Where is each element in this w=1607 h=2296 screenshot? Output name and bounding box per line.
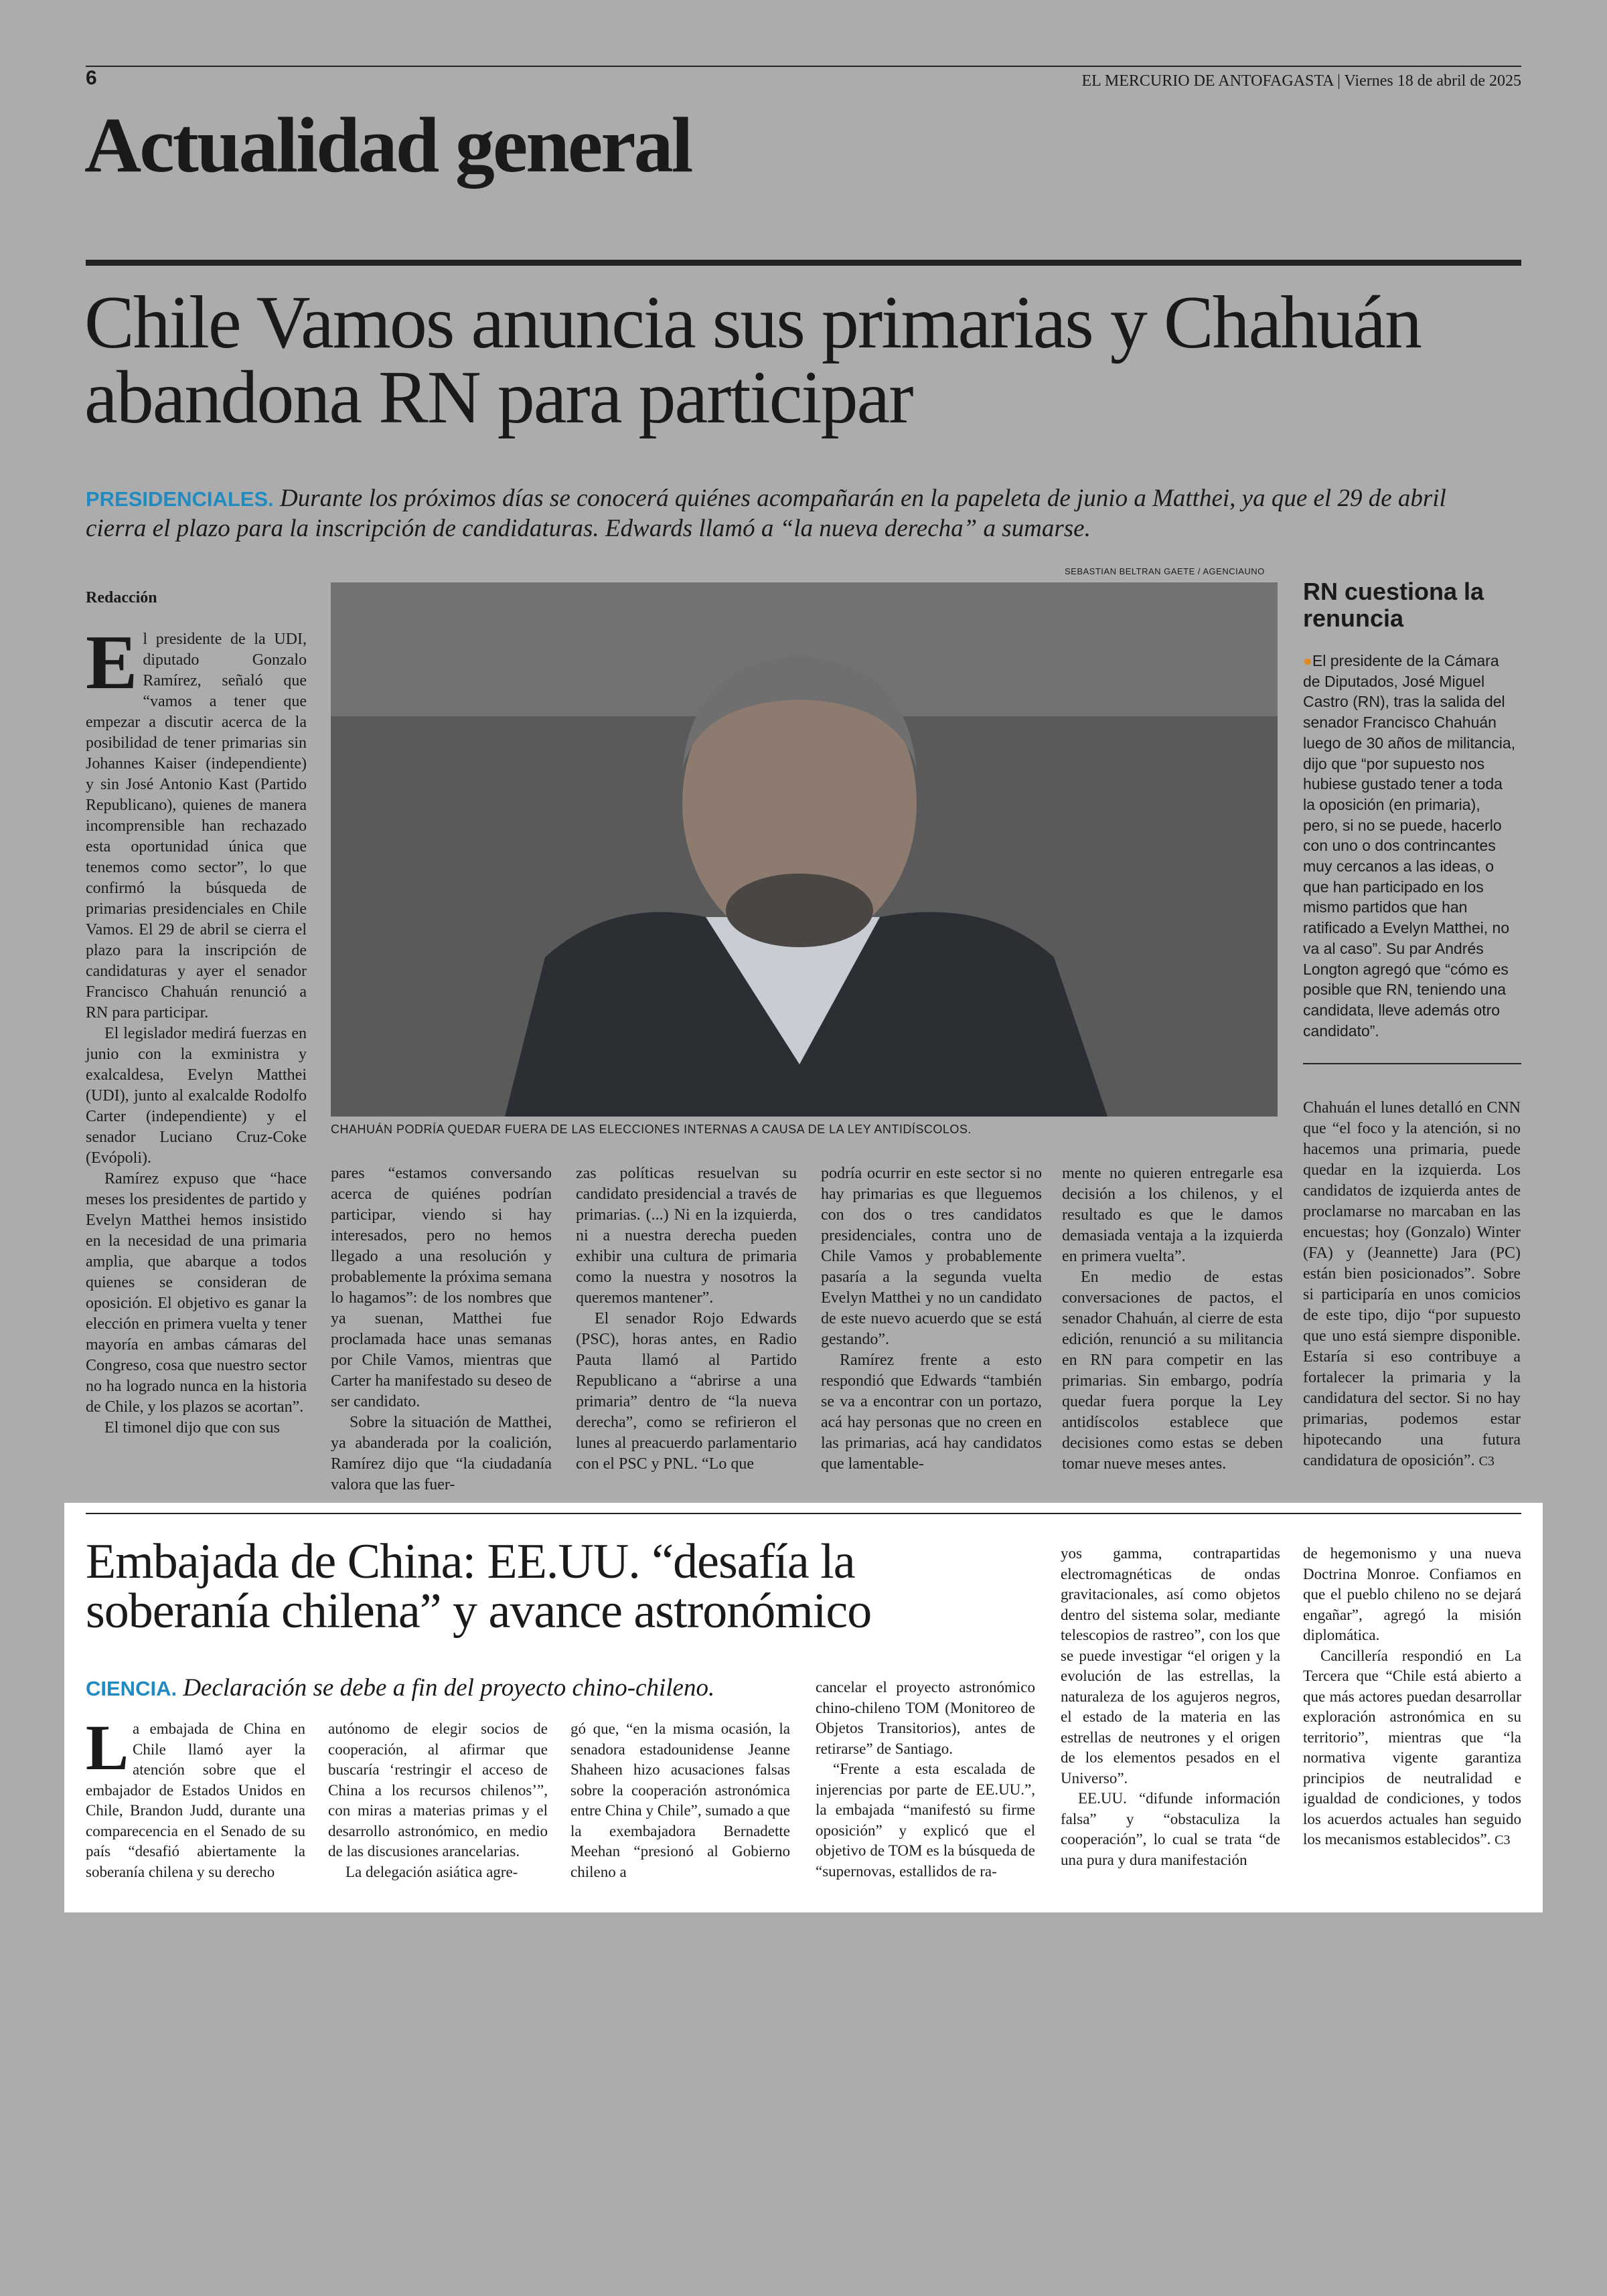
lede xyxy=(86,483,1512,544)
drop-cap: E xyxy=(86,620,138,706)
portrait-illustration xyxy=(331,582,1278,1117)
header-rule xyxy=(86,66,1521,67)
paragraph: El timonel dijo que con sus xyxy=(104,1419,280,1437)
paragraph: El senador Rojo Edwards (PSC), horas antes, en Radio Pauta llamó al Partido Republicano a “abrirse a una primaria” dentro de “la nueva derecha”, como se refirieron el lunes al preacuerdo parlamentario con el PSC y PNL. “Lo que xyxy=(576,1310,797,1473)
paragraph: En medio de estas conversaciones de pactos, el senador Chahuán, al cierre de esta edición, renunció a su militancia en RN para competir en las primarias. Sin embargo, podría quedar fuera porque la Ley antidíscolos establece que decisiones como estas se deben tomar nueve meses antes. xyxy=(1062,1268,1283,1473)
paragraph: “Frente a esta escalada de injerencias por parte de EE.UU.”, la embajada “manifestó su firme oposición” y explicó que el objetivo de TOM es la búsqueda de “supernovas, estallidos de ra- xyxy=(816,1760,1035,1880)
article2-kicker: CIENCIA. xyxy=(86,1677,177,1700)
article2-column-1 xyxy=(86,1712,305,1882)
article2-lede xyxy=(86,1673,714,1702)
paragraph: Ramírez frente a esto respondió que Edwards “también se va a encontrar con un portazo, acá hay personas que no creen en las primarias, acá hay candidatos que lamentable- xyxy=(821,1351,1042,1473)
article-column-1 xyxy=(86,620,307,1439)
paragraph: El legislador medirá fuerzas en junio con la exministra y exalcaldesa, Evelyn Matthei (UDI), junto al exalcalde Rodolfo Carter (independiente) y el senador Luciano Cruz-Coke (Evópoli). xyxy=(86,1025,307,1167)
end-mark: C3 xyxy=(1478,1454,1495,1469)
bullet-icon: ● xyxy=(1303,652,1312,669)
paragraph: zas políticas resuelvan su candidato presidencial a través de primarias. (...) Ni en la izquierda, ni a nuestra derecha pueden exhibir una cultura de primaria como la nuestra y nosotros la queremos mantener”. xyxy=(576,1165,797,1307)
paragraph: a embajada de China en Chile llamó ayer la atención sobre que el embajador de Estados Unidos en Chile, Brandon Judd, durante una comparecencia en el Senado de su país “desafió abiertamente la soberanía chilena y su derecho xyxy=(86,1720,305,1880)
paragraph: l presidente de la UDI, diputado Gonzalo Ramírez, señaló que “vamos a tener que empezar a discutir acerca de la posibilidad de tener primarias sin Johannes Kaiser (independiente) y sin José Antonio Kast (Partido Republicano), quienes de manera incomprensible han rechazado esta oportunidad única que tenemos como sector”, lo que confirmó la búsqueda de primarias presidenciales en Chile Vamos. El 29 de abril se cierra el plazo para la inscripción de candidaturas y ayer el senador Francisco Chahuán renunció a RN para participar. xyxy=(86,631,307,1021)
sidebar-body: El presidente de la Cámara de Diputados, José Miguel Castro (RN), tras la salida del senador Francisco Chahuán luego de 30 años de militancia, dijo que “por supuesto nos hubiese gustado tener a toda la oposición (en primaria), pero, si no se puede, hacerlo con uno o dos contrincantes muy cercanos a las ideas, o que han participado en los mismo partidos que han ratificado a Evelyn Matthei, no va al caso”. Su par Andrés Longton agregó que “cómo es posible que RN, teniendo una candidata, lleve además otro candidato”. xyxy=(1303,652,1516,1040)
paragraph: Chahuán el lunes detalló en CNN que “el foco y la atención, si no hacemos una primaria, puede quedar en la izquierda. Los candidatos de izquierda antes de proclamarse no marcaban en las encuestas; hoy (Gonzalo) Winter (FA) y (Jeannette) Jara (PC) están bien posicionados”. Sobre si participaría en unos comicios de este tipo, dijo “por supuesto que uno está siempre disponible. Estaría si eso contribuye a fortalecer la primaria y la candidatura del sector. Si no hay primarias, podemos estar hipotecando una futura candidatura de oposición”. xyxy=(1303,1099,1521,1469)
folio: EL MERCURIO DE ANTOFAGASTA | Viernes 18 de abril de 2025 xyxy=(1081,72,1521,90)
paragraph: yos gamma, contrapartidas electromagnéticas de ondas gravitacionales, así como objetos dentro del sistema solar, mediante telescopios de rastreo”, con los que se puede investigar “el origen y la evolución de las estrellas, la naturaleza de los agujeros negros, el estado de la materia en las estrellas de neutrones y el origen de los elementos pesados en el Universo”. xyxy=(1061,1545,1280,1787)
article-column-4 xyxy=(821,1163,1042,1475)
sidebar-rule xyxy=(1303,1063,1521,1064)
sidebar-title: RN cuestiona la renuncia xyxy=(1303,578,1484,632)
article-column-3 xyxy=(576,1163,797,1475)
paragraph: La delegación asiática agre- xyxy=(346,1863,518,1880)
lede-text: Durante los próximos días se conocerá quiénes acompañarán en la papeleta de junio a Matthei, ya que el 29 de abril cierra el plazo para la inscripción de candidaturas. Edwards llamó a “la nueva derecha” a sumarse. xyxy=(86,485,1446,543)
paragraph: Cancillería respondió en La Tercera que “Chile está abierto a que más actores puedan desarrollar exploración astronómica en su territorio”, mientras que “la normativa vigente garantiza principios de neutralidad e igualdad de condiciones, y todos los acuerdos actuales han seguido los mecanismos establecidos”. xyxy=(1303,1647,1521,1848)
paragraph: Sobre la situación de Matthei, ya abanderada por la coalición, Ramírez dijo que “la ciudadanía valora que las fuer- xyxy=(331,1414,552,1493)
article2-column-4 xyxy=(816,1677,1035,1882)
article2-column-6 xyxy=(1303,1544,1521,1851)
headline: Chile Vamos anuncia sus primarias y Chahuán abandona RN para participar xyxy=(84,281,1422,439)
paragraph: Ramírez expuso que “hace meses los presidentes de partido y Evelyn Matthei hemos insistido en la necesidad de una primaria amplia, que abarque a todos quienes se consideran de oposición. El objetivo es ganar la elección en primera vuelta y tener mayoría en ambas cámaras del Congreso, cosa que nuestro sector no ha logrado nunca en la historia de Chile, y los plazos se acortan”. xyxy=(86,1170,307,1416)
article2-lede-text: Declaración se debe a fin del proyecto chino-chileno. xyxy=(183,1674,715,1702)
paragraph: de hegemonismo y una nueva Doctrina Monroe. Confiamos en que el pueblo chileno no se dejará engañar”, agregó la misión diplomática. xyxy=(1303,1545,1521,1643)
article2-rule xyxy=(86,1513,1521,1514)
byline: Redacción xyxy=(86,589,157,606)
article2-column-3 xyxy=(570,1719,790,1882)
article-column-2 xyxy=(331,1163,552,1495)
photo-credit: SEBASTIAN BELTRAN GAETE / AGENCIAUNO xyxy=(1065,566,1265,576)
paragraph: mente no quieren entregarle esa decisión a los chilenos, y el resultado es que le damos demasiada ventaja a la izquierda en primera vuelta”. xyxy=(1062,1165,1283,1265)
paragraph: pares “estamos conversando acerca de quiénes podrían participar, viendo si hay interesados, pero no hemos llegado a una resolución y probablemente la próxima semana lo hagamos”: de los nombres que ya suenan, Matthei fue proclamada hace unas semanas por Chile Vamos, mientras que Carter ha manifestado su deseo de ser candidato. xyxy=(331,1165,552,1410)
paragraph: podría ocurrir en este sector si no hay primarias es que lleguemos con dos o tres candidatos presidenciales, contra uno de Chile Vamos y probablemente pasaría a la segunda vuelta Evelyn Matthei y no un candidato de este nuevo acuerdo que se está gestando”. xyxy=(821,1165,1042,1348)
paragraph: EE.UU. “difunde información falsa” y “obstaculiza la cooperación”, lo cual se trata “de una pura y dura manifestación xyxy=(1061,1790,1280,1868)
article2-column-5 xyxy=(1061,1544,1280,1870)
paragraph: cancelar el proyecto astronómico chino-chileno TOM (Monitoreo de Objetos Transitorios), antes de retirarse” de Santiago. xyxy=(816,1679,1035,1757)
article-photo xyxy=(331,582,1278,1117)
article-column-6 xyxy=(1303,1098,1521,1472)
end-mark: C3 xyxy=(1495,1833,1511,1848)
sidebar-text xyxy=(1303,651,1517,1041)
photo-caption: CHAHUÁN PODRÍA QUEDAR FUERA DE LAS ELECCIONES INTERNAS A CAUSA DE LA LEY ANTIDÍSCOLOS. xyxy=(331,1123,972,1136)
article2-headline: Embajada de China: EE.UU. “desafía la soberanía chilena” y avance astronómico xyxy=(86,1534,872,1639)
kicker: PRESIDENCIALES. xyxy=(86,487,274,511)
section-rule xyxy=(86,260,1521,266)
paragraph: autónomo de elegir socios de cooperación, al afirmar que buscaría ‘restringir el acceso de China a los recursos chilenos’”, con miras a materias primas y el desarrollo astronómico, en medio de las discusiones arancelarias. xyxy=(328,1720,548,1860)
article2-column-2 xyxy=(328,1719,548,1882)
paragraph: gó que, “en la misma ocasión, la senadora estadounidense Jeanne Shaheen hizo acusaciones falsas sobre la cooperación astronómica entre China y Chile”, sumado a que la exembajadora Bernadette Meehan “presionó al Gobierno chileno a xyxy=(570,1720,790,1880)
article-column-5 xyxy=(1062,1163,1283,1475)
page-number: 6 xyxy=(86,67,97,89)
article2-drop-cap: L xyxy=(86,1712,129,1783)
section-title: Actualidad general xyxy=(84,101,692,189)
